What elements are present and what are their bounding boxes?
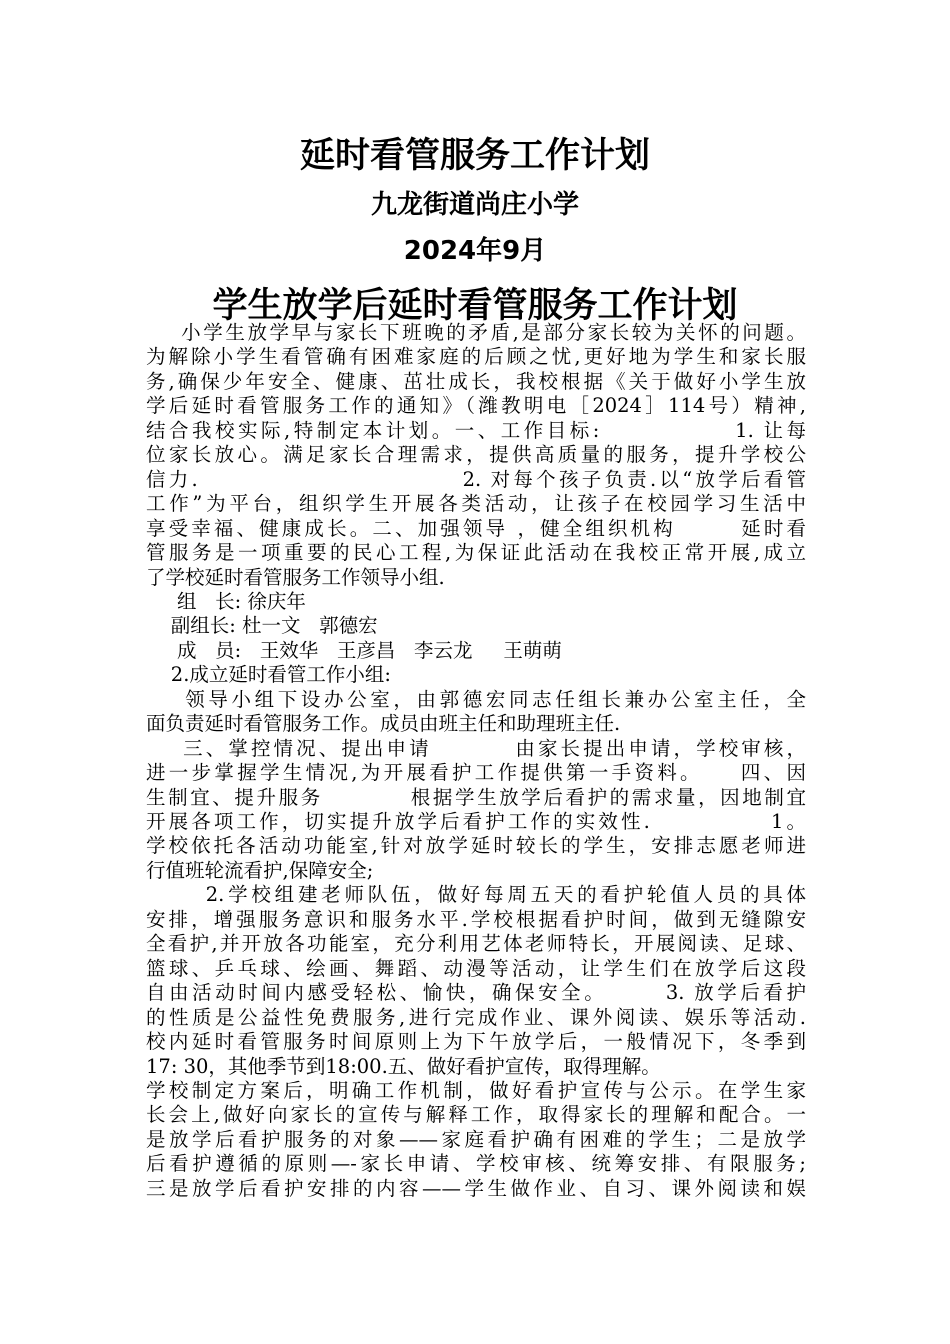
- body-line: 篮球、乒乓球、绘画、舞蹈、动漫等活动，让学生们在放学后这段: [146, 956, 806, 980]
- body-line: 面负责延时看管服务工作。成员由班主任和助理班主任.: [146, 712, 621, 736]
- body-line: 行值班轮流看护,保障安全;: [146, 858, 374, 882]
- body-line: 开展各项工作，切实提升放学后看护工作的实效性. 1。: [146, 810, 806, 833]
- body-line: 后看护遵循的原则—-家长申请、学校审核、统筹安排、有限服务;: [146, 1152, 806, 1176]
- body-line: 组 长: 徐庆年: [146, 589, 306, 613]
- school-name: 九龙街道尚庄小学: [370, 190, 579, 220]
- body-line: 信力. 2. 对每个孩子负责.以“放学后看管: [146, 467, 806, 491]
- body-line: 学后延时看管服务工作的通知》（潍教明电［2024］114号）精神,: [146, 394, 806, 418]
- body-line: 2.成立延时看管工作小组:: [146, 663, 391, 687]
- body-line: 2.学校组建老师队伍，做好每周五天的看护轮值人员的具体: [146, 883, 806, 907]
- body-line: 学校制定方案后，明确工作机制，做好看护宣传与公示。在学生家: [146, 1078, 806, 1102]
- body-line: 位家长放心。满足家长合理需求，提供高质量的服务，提升学校公: [146, 443, 806, 467]
- body-line: 三、掌控情况、提出申请 由家长提出申请，学校审核，: [146, 736, 806, 760]
- body-line: 的性质是公益性免费服务,进行完成作业、课外阅读、娱乐等活动.: [146, 1005, 806, 1029]
- body-line: 自由活动时间内感受轻松、愉快，确保安全。 3. 放学后看护: [146, 981, 806, 1005]
- body-line: 校内延时看管服务时间原则上为下午放学后，一般情况下，冬季到: [146, 1030, 806, 1054]
- body-line: 小学生放学早与家长下班晚的矛盾,是部分家长较为关怀的问题。: [146, 321, 806, 344]
- body-line: 长会上,做好向家长的宣传与解释工作，取得家长的理解和配合。一: [146, 1103, 806, 1127]
- body-line: 成 员: 王效华 王彦昌 李云龙 王萌萌: [146, 638, 562, 662]
- body-line: 17: 30，其他季节到18:00.五、做好看护宣传，取得理解。: [146, 1054, 661, 1078]
- body-line: 是放学后看护服务的对象——家庭看护确有困难的学生；二是放学: [146, 1127, 806, 1151]
- body-line: 进一步掌握学生情况,为开展看护工作提供第一手资料。 四、因: [146, 761, 806, 785]
- plan-title: 学生放学后延时看管服务工作计划: [212, 286, 738, 326]
- document-title: 延时看管服务工作计划: [299, 136, 650, 176]
- body-line: 三是放学后看护安排的内容——学生做作业、自习、课外阅读和娱: [146, 1176, 806, 1200]
- body-line: 学校依托各活动功能室,针对放学延时较长的学生，安排志愿老师进: [146, 834, 806, 858]
- body-line: 副组长: 杜一文 郭德宏: [146, 614, 378, 638]
- body-line: 了学校延时看管服务工作领导小组.: [146, 565, 445, 589]
- body-line: 全看护,并开放各功能室，充分利用艺体老师特长，开展阅读、足球、: [146, 932, 806, 956]
- body-line: 工作”为平台，组织学生开展各类活动，让孩子在校园学习生活中: [146, 492, 806, 516]
- document-date: 2024年9月: [403, 236, 547, 266]
- body-line: 务,确保少年安全、健康、茁壮成长，我校根据《关于做好小学生放: [146, 369, 806, 393]
- body-line: 生制宜、提升服务 根据学生放学后看护的需求量，因地制宜: [146, 785, 806, 809]
- body-line: 领导小组下设办公室，由郭德宏同志任组长兼办公室主任，全: [146, 687, 806, 711]
- body-line: 结合我校实际,特制定本计划。一、工作目标: 1. 让每: [146, 418, 806, 442]
- body-line: 管服务是一项重要的民心工程,为保证此活动在我校正常开展,成立: [146, 541, 806, 565]
- body-line: 安排，增强服务意识和服务水平.学校根据看护时间，做到无缝隙安: [146, 907, 806, 931]
- body-line: 为解除小学生看管确有困难家庭的后顾之忧,更好地为学生和家长服: [146, 345, 806, 369]
- body-line: 享受幸福、健康成长。二、加强领导 ，健全组织机构 延时看: [146, 516, 806, 540]
